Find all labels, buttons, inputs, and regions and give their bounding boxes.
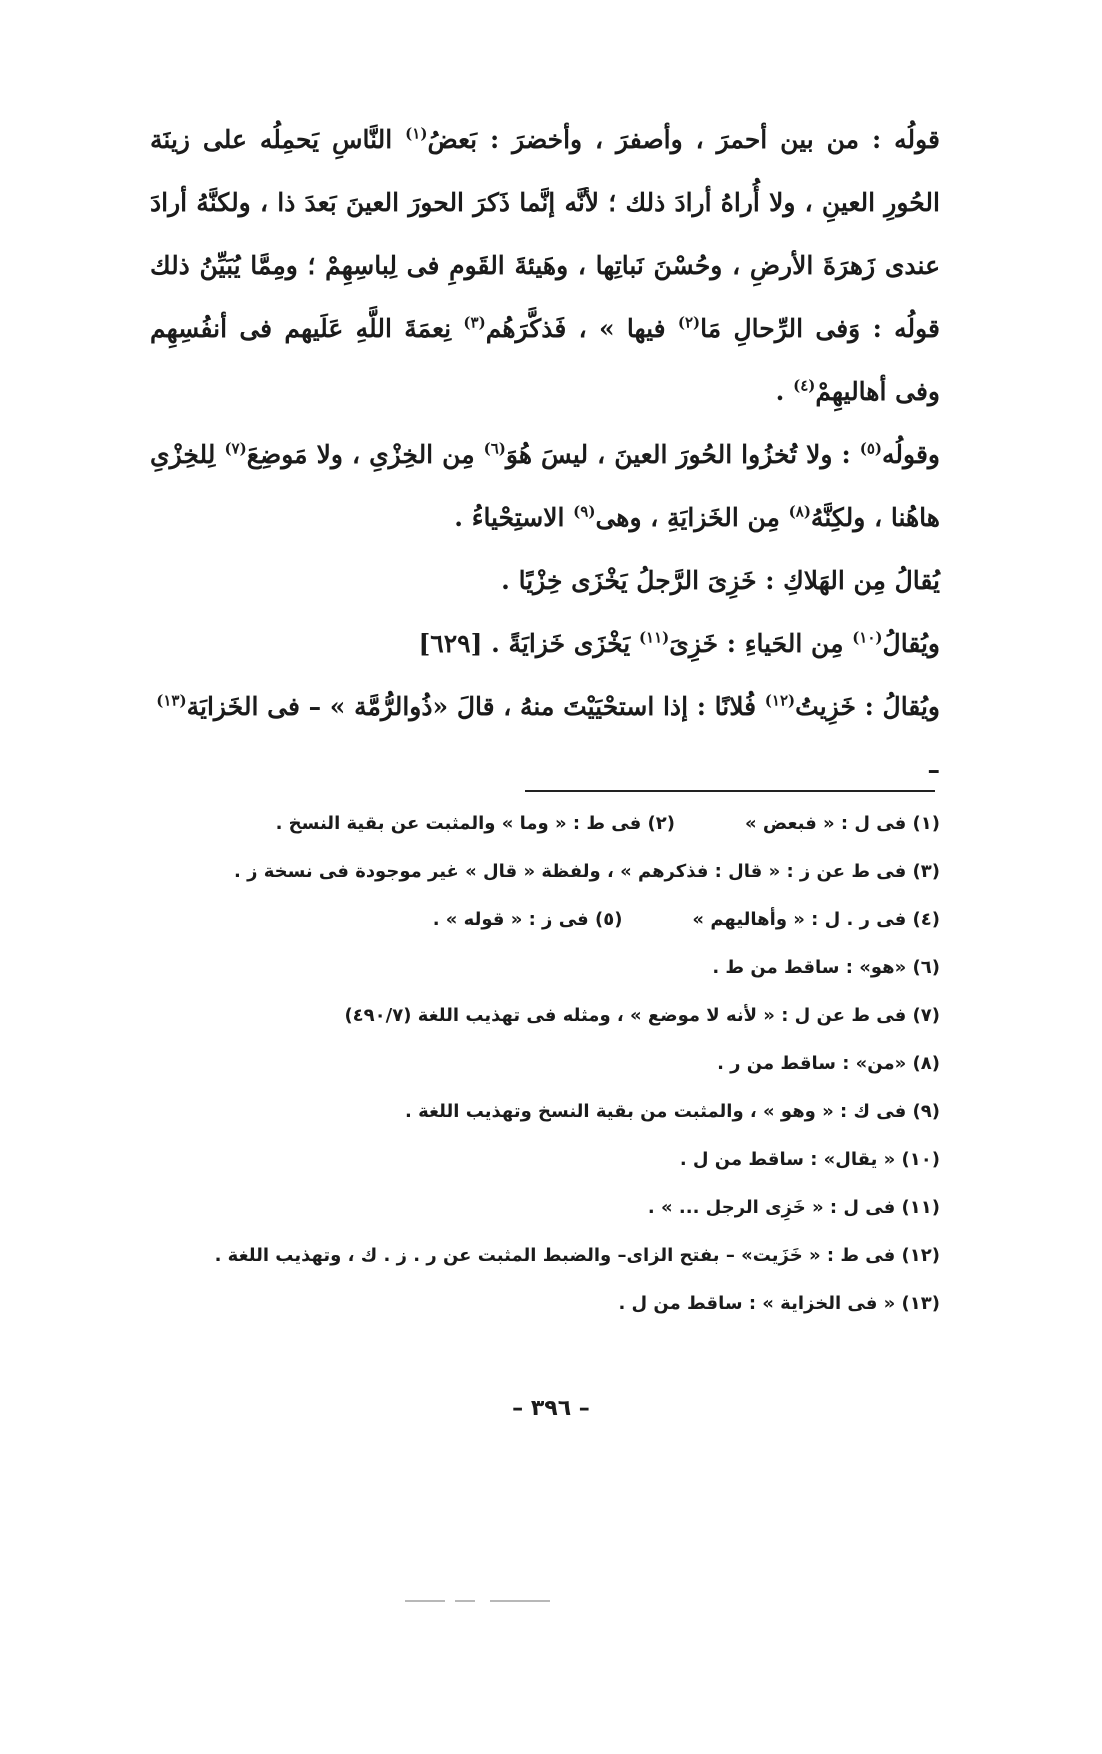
footnote-ref-12: (١٢) [764,691,796,710]
text-span: يَخْزَى خَزايَةً . [٦٢٩] [418,629,639,658]
footnote-ref-10: (١٠) [852,628,883,647]
text-span: مِن الخِزْىِ ، ولا مَوضِعَ [246,440,484,469]
scan-smudge [490,1600,550,1602]
footnote-text: (١٠) « يقال» : ساقط من ل . [679,1149,940,1170]
footnote-ref-11: (١١) [638,628,670,647]
text-span: قولُه : من بين أحمرَ ، وأصفرَ ، وأخضرَ : بَعضُ [427,125,940,154]
footnote-text: (٧) فى ط عن ل : « لأنه لا موضع » ، ومثله فى تهذيب اللغة (٤٩٠/٧) [344,1005,940,1026]
footnote-text: (٣) فى ط عن ز : « قال : فذكرهم » ، ولفظة « قال » غير موجودة فى نسخة ز . [233,861,940,882]
footnote-text: (٢) فى ط : « وما » والمثبت عن بقية النسخ . [275,813,676,834]
paragraph-5 [150,675,940,801]
text-span: نِعمَةَ اللَّهِ عَلَيهم فى أنفُسِهِم وفى أهاليهِمْ [150,314,940,406]
footnote-text: (٨) «من» : ساقط من ر . [717,1053,940,1074]
main-text [150,108,940,801]
paragraph-1 [150,108,940,423]
footnote-text: (١٣) « فى الخزاية » : ساقط من ل . [618,1293,940,1314]
footnote-ref-1: (١) [405,124,428,143]
footnote-divider [525,790,935,792]
scan-smudge [455,1600,475,1602]
paragraph-2 [150,423,940,549]
text-span: النَّاسِ يَحمِلُه على زينَة الحُورِ العينِ ، ولا أُراهُ أرادَ ذلك ؛ لأنَّه إنَّما ذَكرَ الحورَ العينَ بَعدَ ذا ، ولكنَّهُ أرادَ عندى زَهرَةَ الأرضِ ، وحُسْنَ نَباتِها ، وهَيئةَ القَومِ فى لِباسِهِمْ ؛ ومِمَّا يُبَيِّنُ ذلك قولُه : وَفى الرِّحالِ مَا [150,125,940,343]
footnote-line [170,1184,940,1232]
footnote-line [170,1040,940,1088]
footnote-ref-6: (٦) [483,439,506,458]
text-span: فيها » ، فَذكَّرَهُم [485,314,678,343]
paragraph-3 [150,549,940,612]
footnote-text: (١١) فى ل : « خَزِى الرجل ... » . [647,1197,940,1218]
text-span: يُقالُ مِن الهَلاكِ : خَزِىَ الرَّجلُ يَخْزَى خِزْيًا . [501,566,940,595]
text-span: فُلانًا : إذا استحْيَيْتَ منهُ ، قالَ «ذُوالرُّمَّة » – فى الخَزايَة [186,692,765,721]
footnote-text: (١) فى ل : « فبعض » [745,813,940,834]
text-span: : ولا تُخزُوا الحُورَ العينَ ، ليسَ هُوَ [505,440,860,469]
footnote-line [170,944,940,992]
footnote-ref-9: (٩) [573,502,596,521]
scan-smudge [405,1600,445,1602]
text-span: – [927,755,940,784]
text-span: لِلخِزْىِ هاهُنا ، ولكِنَّهُ [150,440,940,532]
footnote-text: (٤) فى ر . ل : « وأهاليهم » [692,909,940,930]
footnote-line [170,992,940,1040]
footnote-ref-2: (٢) [677,313,701,332]
footnote-line [170,1136,940,1184]
text-span: وقولُه [882,440,940,469]
footnote-line [170,896,940,944]
footnote-ref-4: (٤) [793,376,816,395]
footnote-ref-3: (٣) [463,313,486,332]
footnotes [170,800,940,1328]
footnote-ref-8: (٨) [788,502,811,521]
footnote-line [170,1232,940,1280]
text-span: مِن الخَزايَةِ ، وهى [595,503,789,532]
footnote-text: (١٢) فى ط : « خَزَيت» – بفتح الزاى– والضبط المثبت عن ر . ز . ك ، وتهذيب اللغة . [214,1245,940,1266]
text-span: . [775,377,794,406]
footnote-line [170,1280,940,1328]
text-span: ويُقالُ : خَزِيتُ [795,692,940,721]
footnote-line [170,800,940,848]
footnote-line [170,1088,940,1136]
footnote-ref-7: (٧) [224,439,247,458]
text-span: مِن الحَياءِ : خَزِىَ [669,629,853,658]
paragraph-4 [150,612,940,675]
footnote-text: (٩) فى ك : « وهو » ، والمثبت من بقية النسخ وتهذيب اللغة . [405,1101,940,1122]
footnote-text: (٥) فى ز : « قوله » . [432,909,623,930]
page-number: – ٣٩٦ – [512,1396,590,1421]
footnote-ref-13: (١٣) [156,691,187,710]
footnote-text: (٦) «هو» : ساقط من ط . [712,957,940,978]
text-span: ويُقالُ [882,629,940,658]
text-span: الاستِحْياءُ . [454,503,574,532]
footnote-ref-5: (٥) [859,439,883,458]
footnote-line [170,848,940,896]
